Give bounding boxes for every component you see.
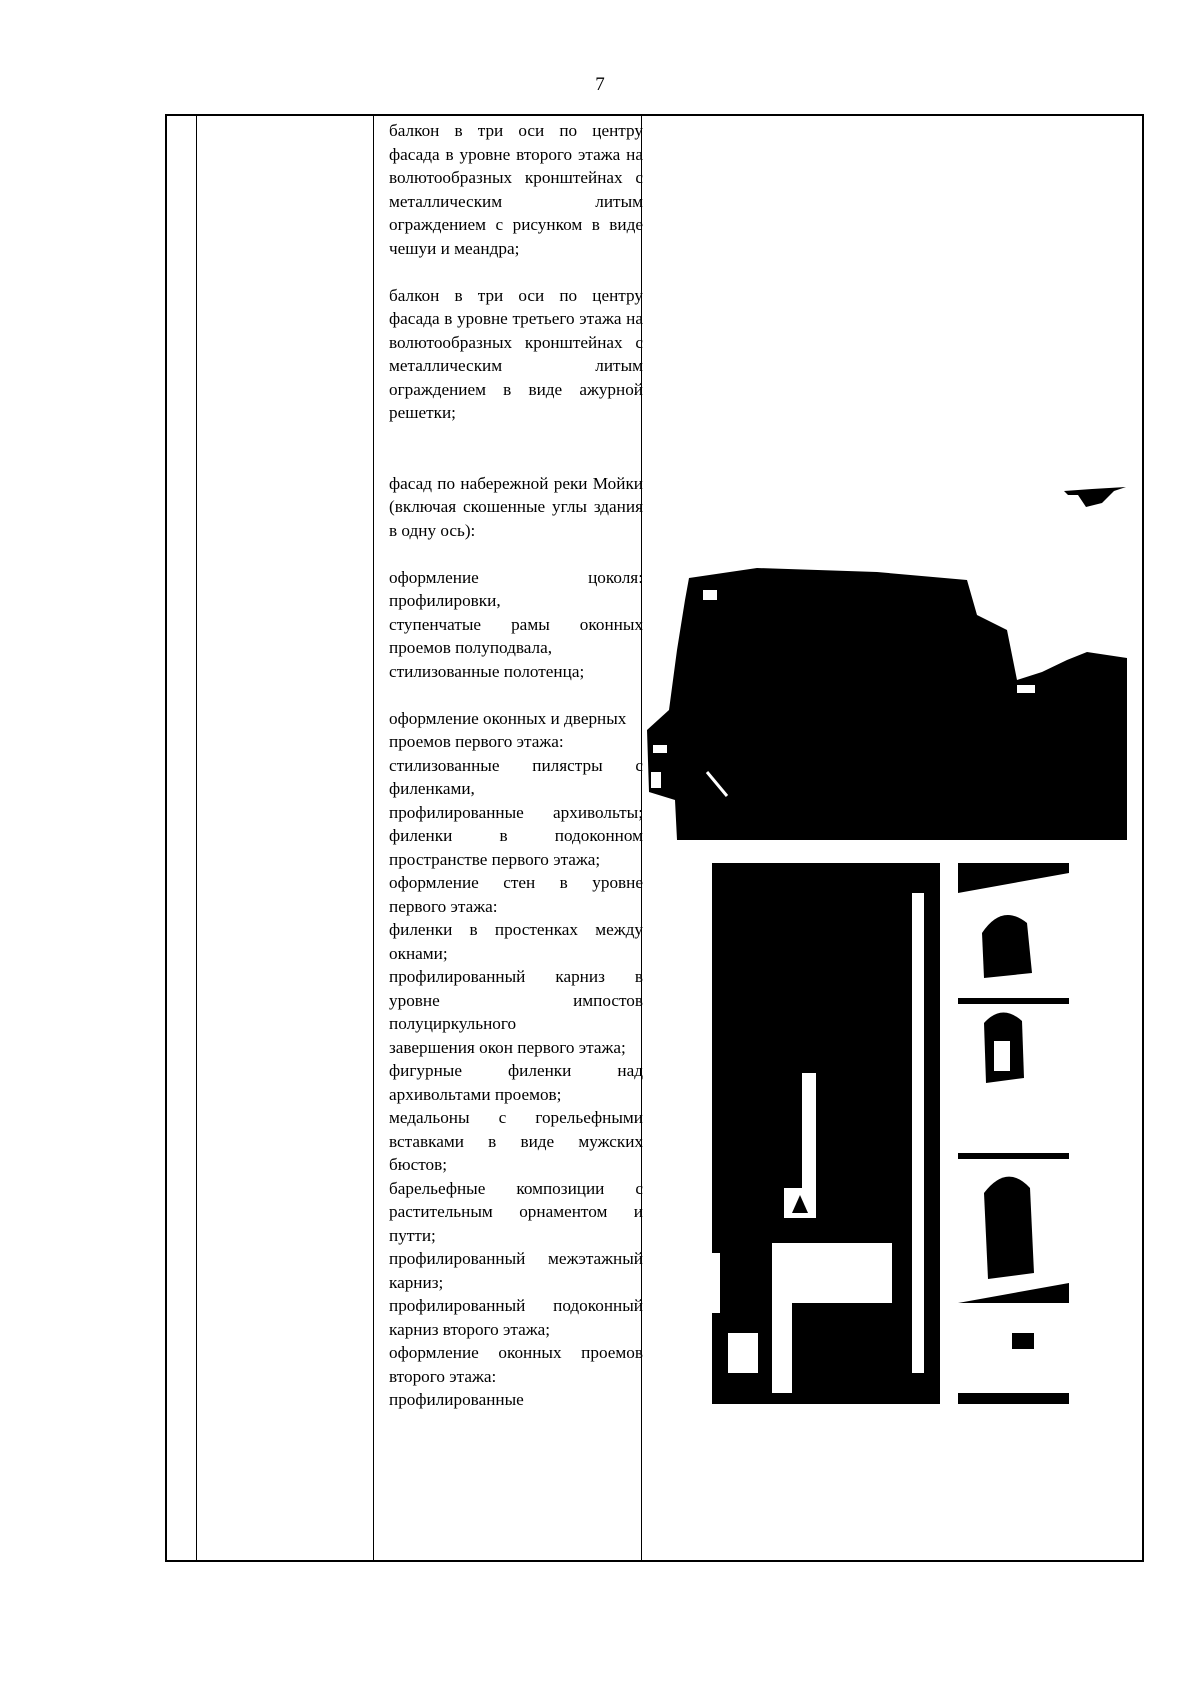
facade-photo-top: [647, 560, 1127, 840]
facade-photo-bottom: [712, 863, 1069, 1404]
paragraph: барельефные композиции с растительным орнаментом и путти;: [389, 1178, 643, 1245]
facade-photo-bottom-image: [712, 863, 1069, 1404]
paragraph: оформление стен в уровне первого этажа:: [389, 873, 643, 916]
paragraph: филенки в простенках между окнами;: [389, 920, 643, 963]
paragraph: оформление оконных проемов второго этажа:: [389, 1343, 643, 1386]
paragraph: профилированный карниз в уровне импостов полуциркульного: [389, 967, 643, 1033]
paragraph: завершения окон первого этажа;: [389, 1037, 626, 1057]
column-divider: [373, 116, 374, 1560]
paragraph: балкон в три оси по центру фасада в уровне второго этажа на волютообразных кронштейнах с металлическим литым ограждением с рисунком в виде чешуи и меандра;: [389, 121, 643, 258]
paragraph: проемов первого этажа:: [389, 732, 564, 751]
paragraph: оформление цоколя: профилировки,: [389, 567, 643, 610]
paragraph: профилированные архивольты; филенки в подоконном пространстве первого этажа;: [389, 802, 643, 869]
paragraph: профилированный подоконный карниз второго этажа;: [389, 1296, 643, 1339]
column-divider: [196, 116, 197, 1560]
paragraph: фигурные филенки над архивольтами проемов;: [389, 1061, 643, 1104]
paragraph: профилированные: [389, 1390, 524, 1409]
paragraph: стилизованные полотенца;: [389, 661, 585, 681]
photo-fragment: [1062, 485, 1128, 511]
paragraph: ступенчатые рамы оконных проемов полуподвала,: [389, 614, 643, 657]
description-cell: [389, 119, 643, 1412]
facade-photo-top-image: [647, 560, 1127, 840]
paragraph: медальоны с горельефными вставками в виде мужских бюстов;: [389, 1108, 643, 1174]
paragraph: профилированный межэтажный карниз;: [389, 1249, 643, 1292]
paragraph: фасад по набережной реки Мойки (включая скошенные углы здания в одну ось):: [389, 473, 643, 540]
page-number: 7: [595, 74, 605, 95]
paragraph: оформление оконных и дверных: [389, 708, 627, 728]
paragraph: балкон в три оси по центру фасада в уровне третьего этажа на волютообразных кронштейнах с металлическим литым ограждением в виде ажурной решетки;: [389, 285, 643, 422]
paragraph: стилизованные пилястры с филенками,: [389, 755, 643, 798]
